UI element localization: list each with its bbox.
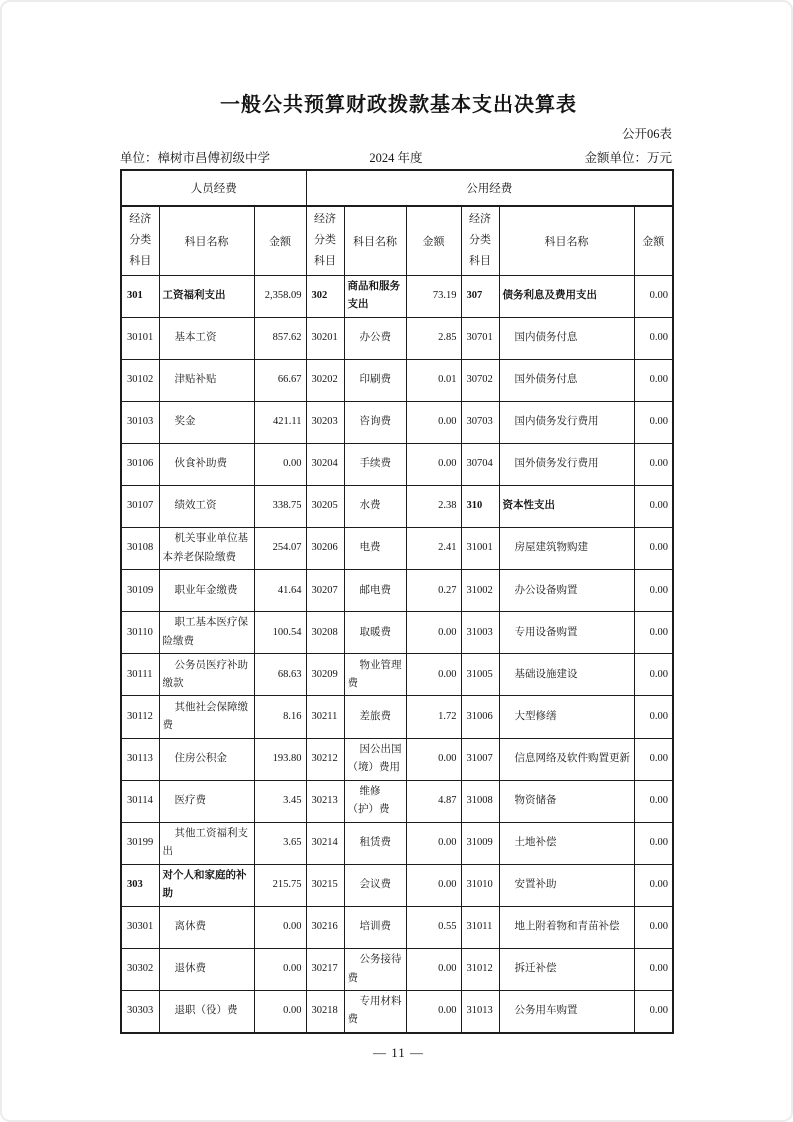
unit-label: 单位：樟树市昌傅初级中学 [120,151,271,165]
econ-code-cell: 30102 [121,359,159,401]
amount-cell: 0.00 [634,612,673,654]
econ-code-cell: 30213 [306,780,344,822]
econ-code-cell: 30207 [306,570,344,612]
amount-cell: 0.00 [634,780,673,822]
econ-code-cell: 30114 [121,780,159,822]
econ-code-cell: 30206 [306,528,344,570]
header-subject-name: 科目名称 [344,206,406,275]
amount-cell: 0.00 [406,401,461,443]
subject-name-cell: 机关事业单位基本养老保险缴费 [159,528,254,570]
subject-name-cell: 绩效工资 [159,485,254,527]
amount-cell: 0.00 [634,654,673,696]
subject-name-cell: 物业管理费 [344,654,406,696]
econ-code-cell: 31005 [461,654,499,696]
amount-cell: 73.19 [406,275,461,317]
subject-name-cell: 资本性支出 [499,485,634,527]
header-subject-name: 科目名称 [159,206,254,275]
amount-cell: 0.00 [406,443,461,485]
subject-name-cell: 职工基本医疗保险缴费 [159,612,254,654]
econ-code-cell: 307 [461,275,499,317]
amount-cell: 857.62 [254,317,306,359]
subject-name-cell: 会议费 [344,864,406,906]
subject-name-cell: 水费 [344,485,406,527]
econ-code-cell: 30108 [121,528,159,570]
amount-cell: 0.27 [406,570,461,612]
amount-cell: 0.00 [634,949,673,991]
subject-name-cell: 津贴补贴 [159,359,254,401]
subject-name-cell: 地上附着物和青苗补偿 [499,906,634,948]
table-row [121,528,673,570]
subject-name-cell: 信息网络及软件购置更新 [499,738,634,780]
subject-name-cell: 手续费 [344,443,406,485]
econ-code-cell: 30214 [306,822,344,864]
econ-code-cell: 30205 [306,485,344,527]
table-row [121,485,673,527]
econ-code-cell: 30106 [121,443,159,485]
econ-code-cell: 30111 [121,654,159,696]
econ-code-cell: 31003 [461,612,499,654]
table-row [121,654,673,696]
econ-code-cell: 31013 [461,991,499,1033]
amount-cell: 254.07 [254,528,306,570]
subject-name-cell: 退职（役）费 [159,991,254,1033]
section-personnel-funds: 人员经费 [121,170,306,206]
table-row [121,359,673,401]
econ-code-cell: 30208 [306,612,344,654]
subject-name-cell: 基础设施建设 [499,654,634,696]
header-amount: 金额 [406,206,461,275]
econ-code-cell: 30702 [461,359,499,401]
amount-cell: 215.75 [254,864,306,906]
amount-cell: 0.00 [406,654,461,696]
amount-cell: 0.55 [406,906,461,948]
subject-name-cell: 因公出国（境）费用 [344,738,406,780]
table-row [121,738,673,780]
econ-code-cell: 30202 [306,359,344,401]
amount-cell: 0.00 [634,528,673,570]
amount-cell: 0.00 [634,485,673,527]
table-row [121,443,673,485]
table-row [121,275,673,317]
amount-cell: 0.01 [406,359,461,401]
amount-unit-label: 金额单位：万元 [584,151,672,165]
header-subject-name: 科目名称 [499,206,634,275]
subject-name-cell: 印刷费 [344,359,406,401]
subject-name-cell: 伙食补助费 [159,443,254,485]
subject-name-cell: 退休费 [159,949,254,991]
subject-name-cell: 公务接待费 [344,949,406,991]
amount-cell: 0.00 [634,401,673,443]
meta-row [120,148,672,166]
econ-code-cell: 30703 [461,401,499,443]
subject-name-cell: 物资储备 [499,780,634,822]
subject-name-cell: 租赁费 [344,822,406,864]
amount-cell: 0.00 [254,991,306,1033]
econ-code-cell: 30704 [461,443,499,485]
table-body [121,275,673,1033]
amount-cell: 100.54 [254,612,306,654]
amount-cell: 0.00 [406,991,461,1033]
amount-cell: 0.00 [254,443,306,485]
amount-cell: 2.85 [406,317,461,359]
table-row [121,906,673,948]
subject-name-cell: 培训费 [344,906,406,948]
econ-code-cell: 30211 [306,696,344,738]
econ-code-cell: 31006 [461,696,499,738]
table-row [121,864,673,906]
subject-name-cell: 大型修缮 [499,696,634,738]
econ-code-cell: 30204 [306,443,344,485]
subject-name-cell: 奖金 [159,401,254,443]
amount-cell: 0.00 [634,738,673,780]
header-econ-code: 经济分类科目 [461,206,499,275]
amount-cell: 0.00 [406,738,461,780]
subject-name-cell: 住房公积金 [159,738,254,780]
table-row [121,570,673,612]
amount-cell: 1.72 [406,696,461,738]
subject-name-cell: 土地补偿 [499,822,634,864]
subject-name-cell: 安置补助 [499,864,634,906]
subject-name-cell: 对个人和家庭的补助 [159,864,254,906]
subject-name-cell: 基本工资 [159,317,254,359]
amount-cell: 0.00 [634,906,673,948]
column-header-row [121,206,673,275]
econ-code-cell: 30203 [306,401,344,443]
subject-name-cell: 邮电费 [344,570,406,612]
amount-cell: 193.80 [254,738,306,780]
amount-cell: 2.41 [406,528,461,570]
econ-code-cell: 30110 [121,612,159,654]
amount-cell: 3.65 [254,822,306,864]
econ-code-cell: 31010 [461,864,499,906]
econ-code-cell: 310 [461,485,499,527]
econ-code-cell: 31008 [461,780,499,822]
amount-cell: 0.00 [406,949,461,991]
econ-code-cell: 31009 [461,822,499,864]
header-amount: 金额 [254,206,306,275]
amount-cell: 0.00 [634,317,673,359]
amount-cell: 0.00 [406,864,461,906]
econ-code-cell: 30103 [121,401,159,443]
subject-name-cell: 离休费 [159,906,254,948]
econ-code-cell: 30301 [121,906,159,948]
amount-cell: 8.16 [254,696,306,738]
subject-name-cell: 公务员医疗补助缴款 [159,654,254,696]
econ-code-cell: 303 [121,864,159,906]
econ-code-cell: 30215 [306,864,344,906]
subject-name-cell: 公务用车购置 [499,991,634,1033]
fiscal-year-label: 2024 年度 [369,151,423,165]
econ-code-cell: 30112 [121,696,159,738]
amount-cell: 0.00 [634,359,673,401]
amount-cell: 0.00 [254,906,306,948]
amount-cell: 0.00 [406,822,461,864]
subject-name-cell: 维修（护）费 [344,780,406,822]
page-number: — 11 — [372,1045,425,1060]
header-econ-code: 经济分类科目 [306,206,344,275]
subject-name-cell: 国内债务付息 [499,317,634,359]
econ-code-cell: 31012 [461,949,499,991]
subject-name-cell: 办公设备购置 [499,570,634,612]
section-header-row [121,170,673,206]
subject-name-cell: 国外债务发行费用 [499,443,634,485]
subject-name-cell: 拆迁补偿 [499,949,634,991]
page-title: 一般公共预算财政拨款基本支出决算表 [220,94,577,116]
econ-code-cell: 30201 [306,317,344,359]
econ-code-cell: 30217 [306,949,344,991]
econ-code-cell: 31007 [461,738,499,780]
amount-cell: 0.00 [406,612,461,654]
subject-name-cell: 国外债务付息 [499,359,634,401]
subject-name-cell: 电费 [344,528,406,570]
table-row [121,612,673,654]
amount-cell: 4.87 [406,780,461,822]
subject-name-cell: 专用材料费 [344,991,406,1033]
table-row [121,317,673,359]
subject-name-cell: 债务利息及费用支出 [499,275,634,317]
amount-cell: 2,358.09 [254,275,306,317]
amount-cell: 68.63 [254,654,306,696]
subject-name-cell: 医疗费 [159,780,254,822]
amount-cell: 0.00 [634,822,673,864]
econ-code-cell: 30216 [306,906,344,948]
amount-cell: 0.00 [634,864,673,906]
amount-cell: 2.38 [406,485,461,527]
subject-name-cell: 工资福利支出 [159,275,254,317]
subject-name-cell: 其他社会保障缴费 [159,696,254,738]
subject-name-cell: 其他工资福利支出 [159,822,254,864]
amount-cell: 41.64 [254,570,306,612]
econ-code-cell: 30218 [306,991,344,1033]
form-number-label: 公开06表 [621,127,672,141]
amount-cell: 3.45 [254,780,306,822]
econ-code-cell: 301 [121,275,159,317]
subject-name-cell: 商品和服务支出 [344,275,406,317]
table-row [121,822,673,864]
header-amount: 金额 [634,206,673,275]
amount-cell: 421.11 [254,401,306,443]
econ-code-cell: 30701 [461,317,499,359]
subject-name-cell: 职业年金缴费 [159,570,254,612]
econ-code-cell: 30212 [306,738,344,780]
section-public-funds: 公用经费 [306,170,673,206]
amount-cell: 0.00 [634,443,673,485]
table-row [121,780,673,822]
subject-name-cell: 咨询费 [344,401,406,443]
amount-cell: 0.00 [634,991,673,1033]
econ-code-cell: 302 [306,275,344,317]
amount-cell: 66.67 [254,359,306,401]
subject-name-cell: 专用设备购置 [499,612,634,654]
subject-name-cell: 取暖费 [344,612,406,654]
amount-cell: 0.00 [634,696,673,738]
econ-code-cell: 31002 [461,570,499,612]
amount-cell: 0.00 [254,949,306,991]
header-econ-code: 经济分类科目 [121,206,159,275]
econ-code-cell: 30107 [121,485,159,527]
econ-code-cell: 31011 [461,906,499,948]
subject-name-cell: 房屋建筑物购建 [499,528,634,570]
subject-name-cell: 差旅费 [344,696,406,738]
econ-code-cell: 30199 [121,822,159,864]
table-row [121,991,673,1033]
econ-code-cell: 30113 [121,738,159,780]
expenditure-table [120,169,674,1034]
econ-code-cell: 30302 [121,949,159,991]
table-row [121,696,673,738]
econ-code-cell: 30109 [121,570,159,612]
amount-cell: 338.75 [254,485,306,527]
amount-cell: 0.00 [634,570,673,612]
econ-code-cell: 31001 [461,528,499,570]
econ-code-cell: 30303 [121,991,159,1033]
table-row [121,949,673,991]
econ-code-cell: 30209 [306,654,344,696]
econ-code-cell: 30101 [121,317,159,359]
table-row [121,401,673,443]
amount-cell: 0.00 [634,275,673,317]
subject-name-cell: 办公费 [344,317,406,359]
subject-name-cell: 国内债务发行费用 [499,401,634,443]
